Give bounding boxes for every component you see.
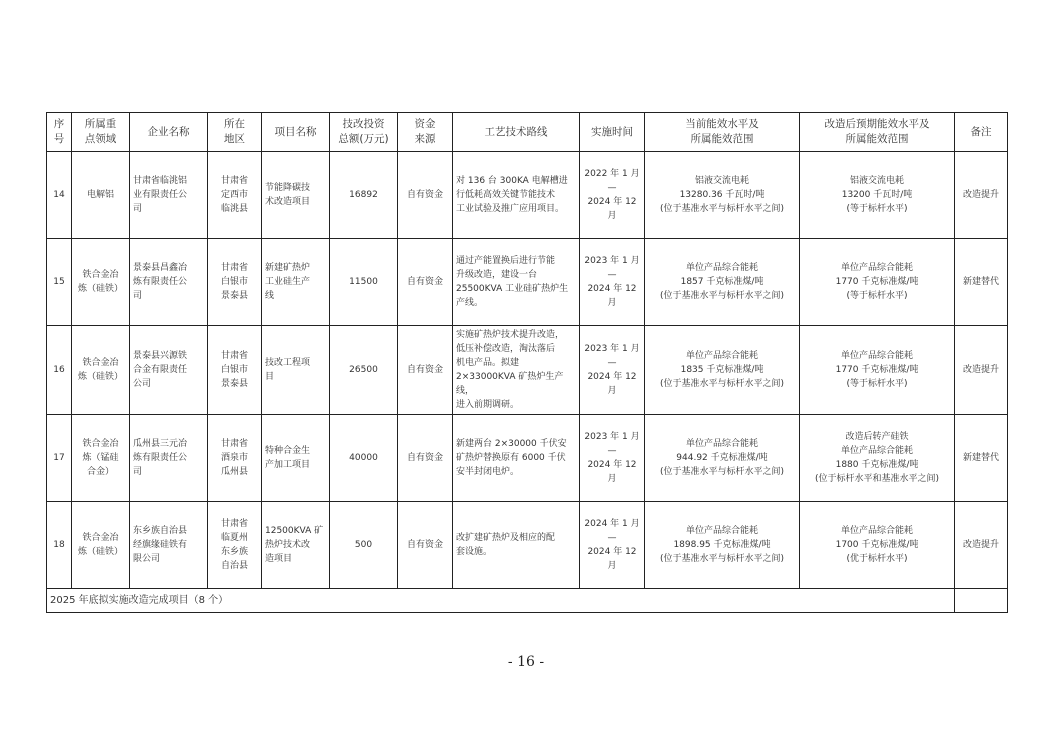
- column-header: 所属重 点领域: [72, 113, 130, 152]
- table-cell: 16: [47, 326, 72, 415]
- page-number: - 16 -: [507, 654, 545, 670]
- table-cell: 26500: [330, 326, 398, 415]
- table-cell: 景泰县昌鑫冶 炼有限责任公 司: [130, 239, 208, 326]
- table-cell: 电解铝: [72, 152, 130, 239]
- table-cell: 16892: [330, 152, 398, 239]
- table-cell: 2023 年 1 月 — 2024 年 12 月: [580, 415, 645, 502]
- table-cell: 实施矿热炉技术提升改造， 低压补偿改造，淘汰落后 机电产品。拟建 2×33000KVA 矿热炉生产线， 进入前期调研。: [453, 326, 580, 415]
- table-cell: 2024 年 1 月 — 2024 年 12 月: [580, 502, 645, 589]
- table-cell: 2023 年 1 月 — 2024 年 12 月: [580, 326, 645, 415]
- table-cell: 甘肃省 临夏州 东乡族 自治县: [208, 502, 262, 589]
- table-row: [47, 239, 1008, 326]
- table-cell: 甘肃省 定西市 临洮县: [208, 152, 262, 239]
- table-cell: 节能降碳技 术改造项目: [262, 152, 330, 239]
- table-cell: 特种合金生 产加工项目: [262, 415, 330, 502]
- table-cell: 铁合金冶 炼（硅铁）: [72, 502, 130, 589]
- table-cell: 东乡族自治县 经旗缘硅铁有 限公司: [130, 502, 208, 589]
- table-cell: 单位产品综合能耗 1898.95 千克标准煤/吨 (位于基准水平与标杆水平之间): [645, 502, 800, 589]
- header-row: [47, 113, 1008, 152]
- table-cell: 自有资金: [398, 239, 453, 326]
- column-header: 企业名称: [130, 113, 208, 152]
- table-cell: 通过产能置换后进行节能 升级改造，建设一台 25500KVA 工业硅矿热炉生 产线。: [453, 239, 580, 326]
- column-header: 资金 来源: [398, 113, 453, 152]
- table-cell: 对 136 台 300KA 电解槽进 行低耗高效关键节能技术 工业试验及推广应用项目。: [453, 152, 580, 239]
- table-cell: [955, 589, 1008, 613]
- table-cell: 甘肃省 白银市 景泰县: [208, 326, 262, 415]
- table-cell: 改造后转产硅铁 单位产品综合能耗 1880 千克标准煤/吨 (位于标杆水平和基准水平之间): [800, 415, 955, 502]
- column-header: 工艺技术路线: [453, 113, 580, 152]
- table-cell: 40000: [330, 415, 398, 502]
- table-cell: 景泰县兴源铁 合金有限责任 公司: [130, 326, 208, 415]
- table-cell: 17: [47, 415, 72, 502]
- column-header: 当前能效水平及 所属能效范围: [645, 113, 800, 152]
- table-cell: 自有资金: [398, 502, 453, 589]
- column-header: 备注: [955, 113, 1008, 152]
- column-header: 实施时间: [580, 113, 645, 152]
- table-cell: 甘肃省临洮铝 业有限责任公 司: [130, 152, 208, 239]
- table-cell: 2022 年 1 月 — 2024 年 12 月: [580, 152, 645, 239]
- table-cell: 单位产品综合能耗 1770 千克标准煤/吨 (等于标杆水平): [800, 239, 955, 326]
- table-cell: 2023 年 1 月 — 2024 年 12 月: [580, 239, 645, 326]
- table-cell: 自有资金: [398, 415, 453, 502]
- table-cell: 单位产品综合能耗 1770 千克标准煤/吨 (等于标杆水平): [800, 326, 955, 415]
- table-cell: 瓜州县三元冶 炼有限责任公 司: [130, 415, 208, 502]
- column-header: 所在 地区: [208, 113, 262, 152]
- table-cell: 500: [330, 502, 398, 589]
- table-cell: 新建替代: [955, 239, 1008, 326]
- table-cell: 甘肃省 白银市 景泰县: [208, 239, 262, 326]
- table-cell: 铝液交流电耗 13280.36 千瓦时/吨 (位于基准水平与标杆水平之间): [645, 152, 800, 239]
- table-cell: 单位产品综合能耗 1835 千克标准煤/吨 (位于基准水平与标杆水平之间): [645, 326, 800, 415]
- table-cell: 改扩建矿热炉及相应的配 套设施。: [453, 502, 580, 589]
- table-cell: 甘肃省 酒泉市 瓜州县: [208, 415, 262, 502]
- column-header: 改造后预期能效水平及 所属能效范围: [800, 113, 955, 152]
- table-cell: 11500: [330, 239, 398, 326]
- column-header: 技改投资 总额(万元): [330, 113, 398, 152]
- table-cell: 15: [47, 239, 72, 326]
- projects-table: [46, 112, 1008, 613]
- table-cell: 单位产品综合能耗 1700 千克标准煤/吨 (优于标杆水平): [800, 502, 955, 589]
- table-cell: 18: [47, 502, 72, 589]
- column-header: 项目名称: [262, 113, 330, 152]
- table-cell: 新建矿热炉 工业硅生产 线: [262, 239, 330, 326]
- table-cell: 12500KVA 矿 热炉技术改 造项目: [262, 502, 330, 589]
- table-cell: 14: [47, 152, 72, 239]
- table-cell: 新建替代: [955, 415, 1008, 502]
- table-cell: 改造提升: [955, 502, 1008, 589]
- table-cell: 自有资金: [398, 326, 453, 415]
- table-cell: 单位产品综合能耗 944.92 千克标准煤/吨 (位于基准水平与标杆水平之间): [645, 415, 800, 502]
- table-row: [47, 502, 1008, 589]
- table-cell: 改造提升: [955, 326, 1008, 415]
- table-row: [47, 415, 1008, 502]
- section-label: 2025 年底拟实施改造完成项目（8 个）: [47, 589, 955, 613]
- column-header: 序 号: [47, 113, 72, 152]
- table-cell: 铁合金冶 炼（硅铁）: [72, 326, 130, 415]
- table-cell: 单位产品综合能耗 1857 千克标准煤/吨 (位于基准水平与标杆水平之间): [645, 239, 800, 326]
- table-row: [47, 152, 1008, 239]
- table-cell: 新建两台 2×30000 千伏安 矿热炉替换原有 6000 千伏 安半封闭电炉。: [453, 415, 580, 502]
- table-row: [47, 326, 1008, 415]
- table-cell: 铁合金冶 炼（硅铁）: [72, 239, 130, 326]
- table-cell: 铁合金冶 炼（锰硅 合金）: [72, 415, 130, 502]
- section-row: [47, 589, 1008, 613]
- table-cell: 技改工程项 目: [262, 326, 330, 415]
- table-cell: 铝液交流电耗 13200 千瓦时/吨 (等于标杆水平): [800, 152, 955, 239]
- table-cell: 改造提升: [955, 152, 1008, 239]
- table-cell: 自有资金: [398, 152, 453, 239]
